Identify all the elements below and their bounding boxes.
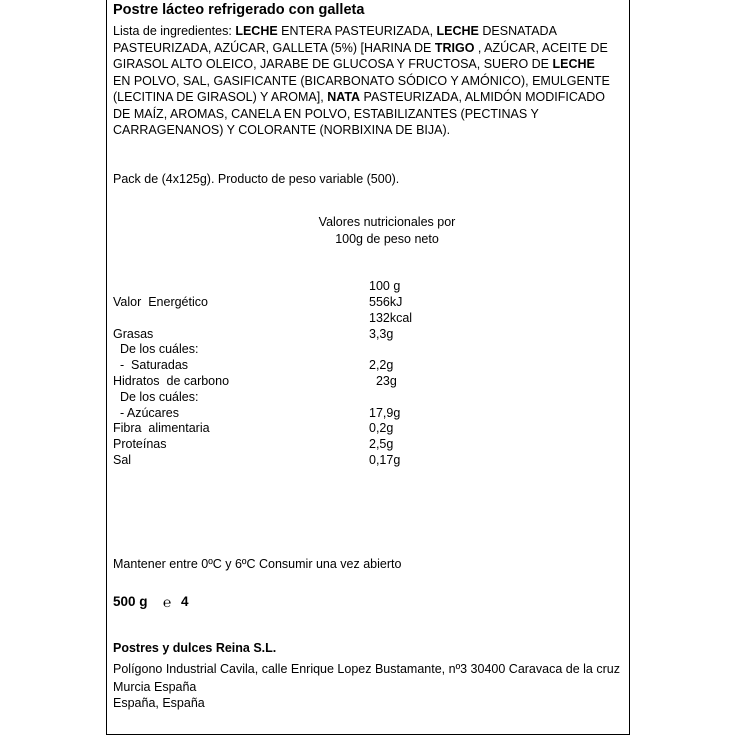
product-title: Postre lácteo refrigerado con galleta (113, 2, 365, 18)
allergen-text: LECHE (552, 57, 595, 71)
ingredient-text: EN POLVO, SAL, GASIFICANTE (BICARBONATO SÓDICO Y AMÓNICO), EMULGENTE (LECITINA DE GIRASOL) Y AROMA], (113, 73, 610, 104)
nutrition-row-label: - Azúcares (113, 405, 179, 420)
nutrition-row-value: 0,2g (369, 421, 394, 436)
company-name: Postres y dulces Reina S.L. (113, 641, 277, 655)
allergen-text: NATA (327, 90, 361, 104)
storage-instructions: Mantener entre 0ºC y 6ºC Consumir una vez abierto (113, 557, 402, 571)
nutrition-header-line1: Valores nutricionales por (318, 215, 456, 229)
nutrition-row-value: 132kcal (369, 310, 413, 325)
nutrition-row-label: Grasas (113, 326, 154, 341)
ingredient-text: DESNATADA PASTEURIZADA, AZÚCAR, GALLETA (5%) [HARINA DE (113, 24, 557, 55)
nutrition-row-label: - Saturadas (113, 358, 189, 373)
nutrition-row-value: 0,17g (369, 453, 401, 467)
product-label-sheet (106, 0, 630, 735)
nutrition-row-label: Fibra alimentaria (113, 421, 210, 436)
allergen-text: TRIGO (434, 40, 475, 55)
company-country: España, España (113, 696, 205, 710)
ingredients-list (113, 23, 613, 139)
nutrition-header (287, 214, 487, 247)
nutrition-row-label: De los cuáles: (113, 342, 199, 357)
nutrition-row-value: 2,5g (369, 437, 394, 452)
nutrition-row-value: 3,3g (369, 326, 394, 341)
nutrition-row-label: Valor Energético (113, 295, 208, 309)
company-address: Polígono Industrial Cavila, calle Enrique Lopez Bustamante, nº3 30400 Caravaca de la cruz Murcia España (113, 662, 620, 694)
pack-info: Pack de (4x125g). Producto de peso variable (500). (113, 172, 400, 186)
nutrition-header-line2: 100g de peso neto (335, 231, 439, 246)
nutrition-row-value: 17,9g (369, 405, 401, 420)
ingredient-text: Lista de ingredientes: (113, 24, 236, 38)
nutrition-row-label: Sal (113, 453, 132, 467)
nutrition-row-value: 556kJ (369, 295, 403, 309)
nutrition-row-label: Hidratos de carbono (113, 374, 230, 388)
nutrition-row-label: De los cuáles: (113, 389, 199, 404)
allergen-text: LECHE (436, 24, 479, 38)
nutrition-row-value: 2,2g (369, 358, 394, 373)
ingredient-text: PASTEURIZADA, ALMIDÓN MODIFICADO DE MAÍZ, AROMAS, CANELA EN POLVO, ESTABILIZANTES (PECTINAS Y CARRAGENANOS) Y COLORANTE (NORBIXINA DE BIJA). (113, 90, 605, 137)
nutrition-row-value: 23g (369, 374, 397, 388)
allergen-text: LECHE (235, 24, 278, 38)
ingredient-text: , AZÚCAR, ACEITE DE GIRASOL ALTO OLEICO, JARABE DE GLUCOSA Y FRUCTOSA, SUERO DE (113, 40, 608, 71)
nutrition-column-unit: 100 g (369, 279, 401, 293)
nutrition-row-label: Proteínas (113, 437, 167, 452)
net-weight: 500 g (113, 594, 148, 609)
estimated-sign: ℮ (163, 594, 172, 610)
unit-count: 4 (181, 594, 189, 609)
ingredient-text: ENTERA PASTEURIZADA, (277, 24, 437, 38)
